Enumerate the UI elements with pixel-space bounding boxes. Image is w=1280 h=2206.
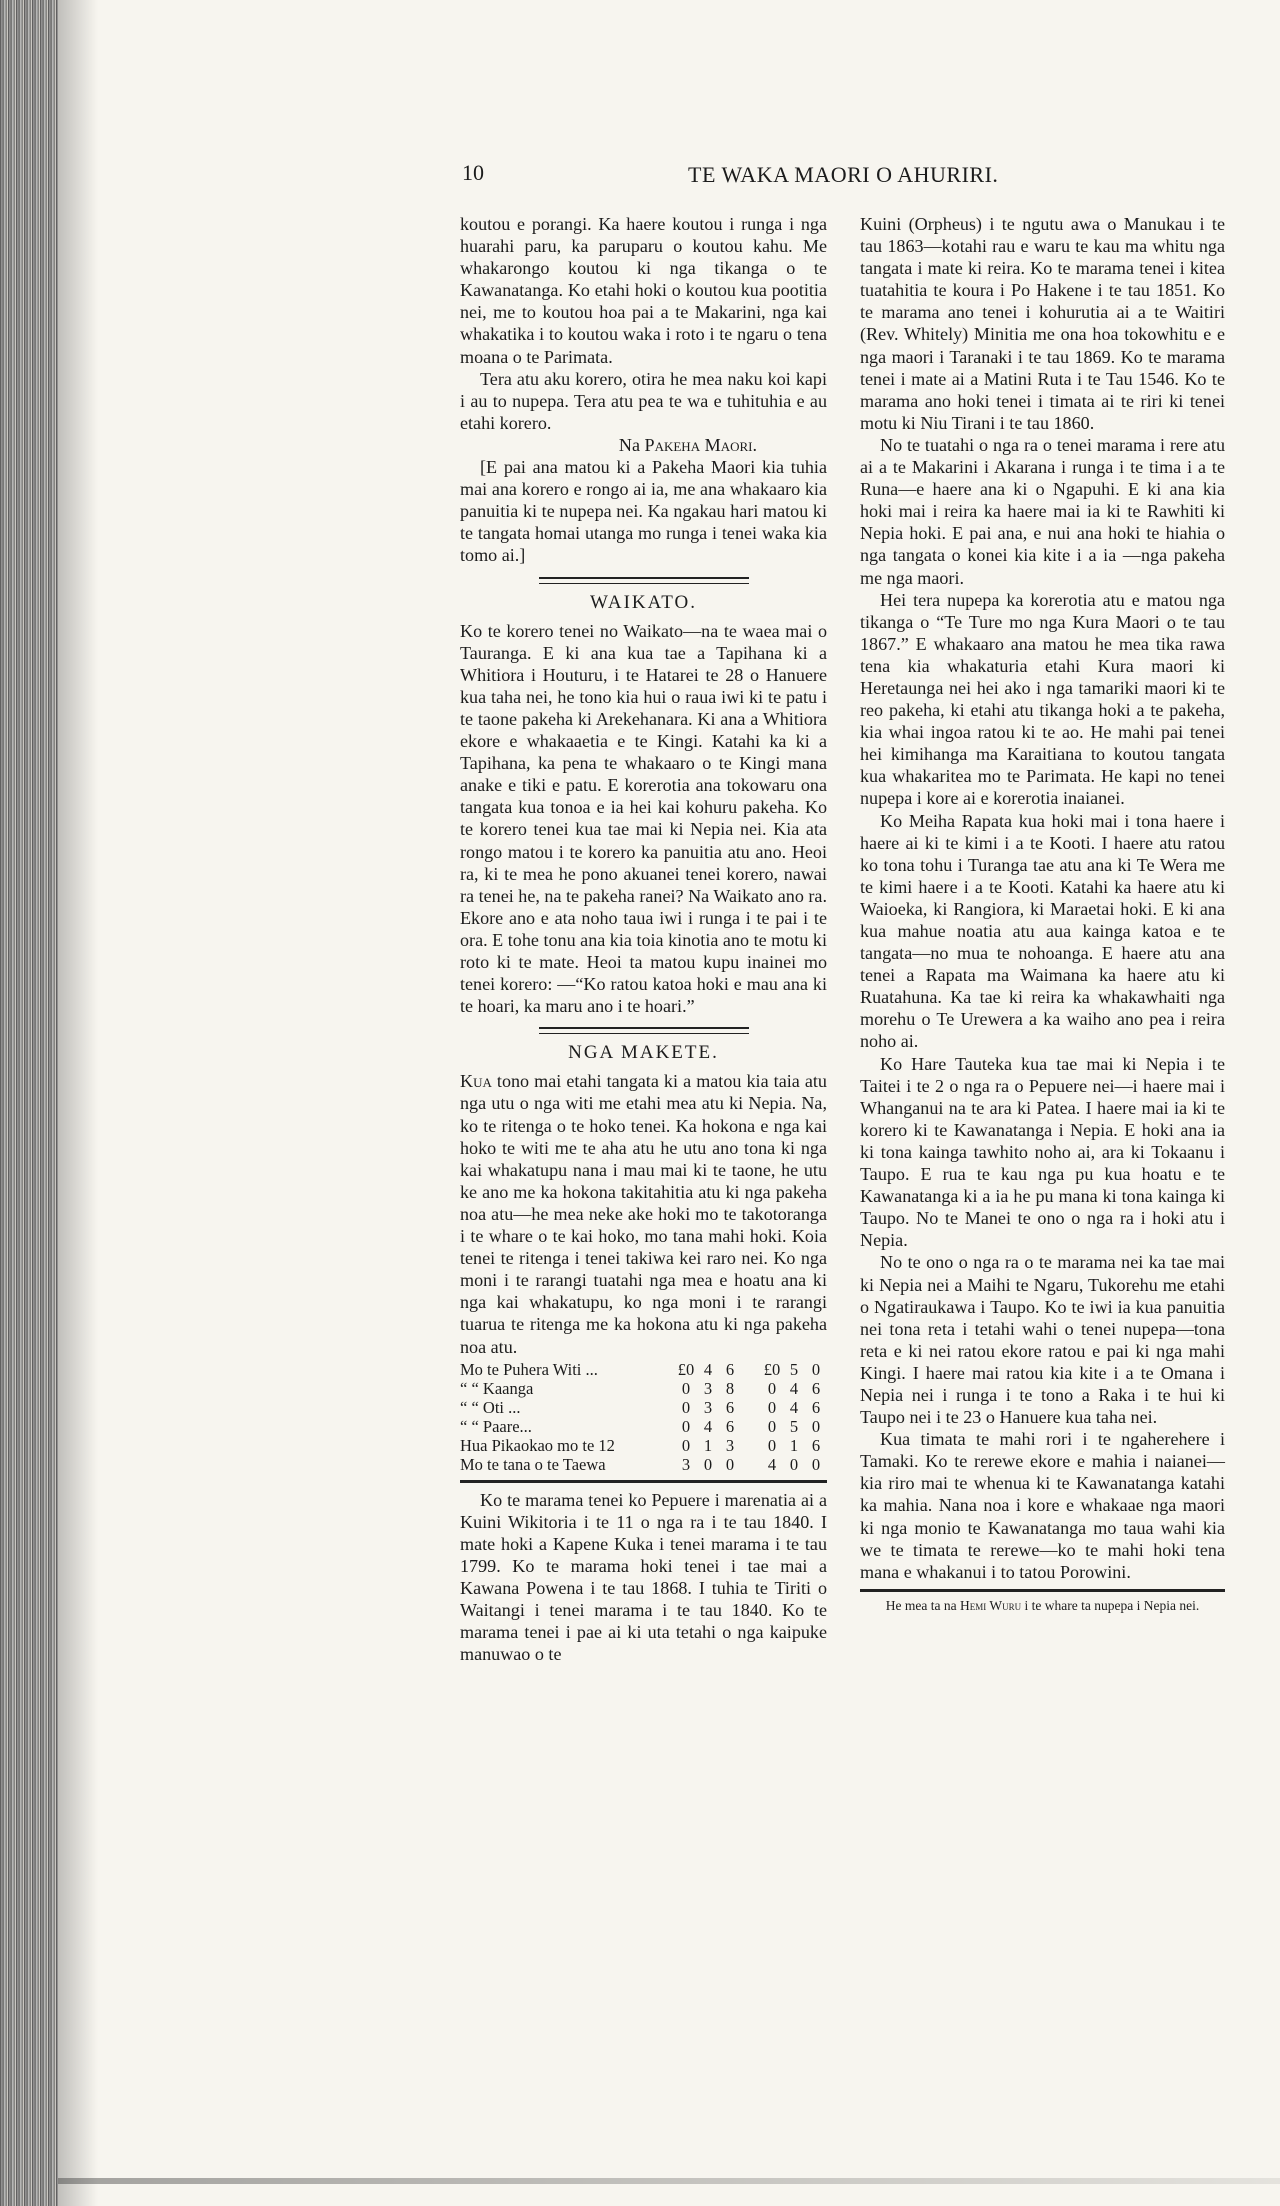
price-value: 6 [811,1397,821,1417]
price-value: 0 [811,1454,821,1474]
waikato-paragraph: Ko te korero tenei no Waikato—na te waea mai o Tauranga. E ki ana kua tae a Tapihana ki a Whitiora i Houturu, i te Hatarei te 28 o Hanuere kua taha nei, he tono kia hui o raua iwi ki te patu i te taone pakeha ki Arekehanara. Ki ana a Whitiora ekore e whakaaetia e te Kingi. Katahi ka ki a Tapihana, ka pena te whakaaro o te Kingi mana anake e tiki e patu. E korerotia ana tokowaru ona tangata kua tonoa e ia hei kai kohuru pakeha. Ko te korero tenei kua tae mai ki Nepia nei. Kia ata rongo matou i te korero ka panuitia atu ano. Heoi ra, ki te mea he pono akuanei tenei korero, nawai ra tenei he, na te pakeha ranei? Na Waikato ano ra. Ekore ano e ata noho taua iwi i runga i te pai i te ora. E tohe tonu ana kia toia kinotia ano te motu ki roto ki te mate. Heoi ta matou kupu inainei mo tenei korero: —“Ko ratou katoa hoki e mau ana ki te hoari, ka maru ano i te hoari.” [460,620,827,1017]
price-value: 6 [811,1435,821,1455]
price-row [460,1417,827,1436]
news-paragraph: Ko Hare Tauteka kua tae mai ki Nepia i te Taitei i te 2 o nga ra o Pepuere nei—i haere mai i Whanganui na te ara ki Patea. I haere mai ia ki te korero ki te Kawanatanga i Nepia. E hoki ana ia ki tona kainga tawhito noho ai, ara ki Tokaanu i Taupo. E rua te kau nga pu kua hoatu e te Kawanatanga ki a ia he pu mana ki tona kainga ki Taupo. No te Manei te ono o nga ra i hoki atu i Nepia. [860,1053,1225,1251]
price-value: 3 [681,1454,691,1474]
price-value: 0 [703,1454,713,1474]
price-row [460,1455,827,1474]
market-paragraph [460,1070,827,1357]
market-heading: NGA MAKETE. [568,1042,719,1064]
price-value: 3 [725,1435,735,1455]
section-divider [460,1480,827,1483]
price-value: 6 [725,1416,735,1436]
price-row [460,1398,827,1417]
binding-edge [0,0,58,2206]
price-value: 4 [789,1397,799,1417]
price-value: 5 [789,1359,799,1379]
imprint-name: Hemi Wuru [960,1597,1022,1613]
price-value: 4 [703,1359,713,1379]
price-value: 0 [681,1435,691,1455]
imprint-text: He mea ta na [885,1597,957,1613]
page-header [462,160,1070,190]
price-value: 0 [681,1416,691,1436]
price-value: 1 [789,1435,799,1455]
price-value: 4 [789,1378,799,1398]
printer-imprint [860,1598,1225,1613]
price-value: 5 [789,1416,799,1436]
letter-signature [460,434,827,456]
imprint-text-2: i te whare ta nupepa i Nepia nei. [1024,1597,1200,1613]
price-item-label: Mo te Puhera Witi ... [460,1359,598,1379]
news-paragraph: Hei tera nupepa ka korerotia atu e matou nga tikanga o “Te Ture mo nga Kura Maori o te tau 1867.” E whakaaro ana matou he mea tika rawa tena kia whakaturia etahi Kura maori ki Heretaunga nei hei ako i nga tamariki maori ki te reo pakeha, ki etahi atu tikanga hoki a te pakeha, kia whai ingoa ratou ki te ao. He mahi pai tenei hei kimihanga ma Karaitiana to koutou tangata kua whakaritea mo te Parimata. He kapi no tenei nupepa i kore ai e korerotia inaianei. [860,589,1225,809]
signature-name: Pakeha Maori. [644,434,757,455]
masthead-title: TE WAKA MAORI O AHURIRI. [688,162,999,187]
price-item-label: Mo te tana o te Taewa [460,1454,606,1474]
market-text: tono mai etahi tangata ki a matou kia taia atu nga utu o nga witi me etahi mea atu ki Nepia. Na, ko te ritenga o te hoko tenei. Ka hokona e nga kai hoko te witi me te aha atu he utu ano tona ki nga kai whakatupu nana i mau mai ki te taone, he utu ke ano me ka hokona takitahitia atu ki nga pakeha noa atu—he mea neke ake hoki mo te takotoranga i te whare o te kai hoko, mo tana mahi hoki. Koia tenei te ritenga i tenei takiwa kei raro nei. Ko nga moni i te rarangi tuatahi nga mea e hoatu ana ki nga kai whakatupu, ko nga moni i te rarangi tuarua te ritenga me ka hokona atu ki nga pakeha noa atu. [460,1071,827,1357]
price-item-label: “ “ Paare... [460,1416,532,1436]
price-value: 0 [681,1397,691,1417]
price-value: 6 [725,1397,735,1417]
price-value: 0 [767,1397,777,1417]
price-value: 0 [767,1435,777,1455]
almanac-paragraph: Ko te marama tenei ko Pepuere i marenatia ai a Kuini Wikitoria i te 11 o nga ra i te tau 1840. I mate hoki a Kapene Kuka i tenei marama i te tau 1799. Ko te marama hoki tenei i tae mai a Kawana Powena i te tau 1868. I tuhia te Tiriti o Waitangi i tenei marama i te tau 1840. Ko te marama tenei i pae ai ki uta tetahi o nga kaipuke manuwao o te [460,1489,827,1665]
section-divider [539,577,749,584]
price-value: 0 [681,1378,691,1398]
price-gap [741,1360,761,1379]
price-value: 4 [767,1454,777,1474]
price-value: £0 [677,1359,695,1379]
section-divider [860,1589,1225,1592]
price-row [460,1360,827,1379]
price-value: 6 [725,1359,735,1379]
section-divider [539,1027,749,1034]
price-row [460,1436,827,1455]
price-item-label: Hua Pikaokao mo te 12 [460,1435,615,1455]
news-paragraph: Ko Meiha Rapata kua hoki mai i tona haere i haere ai ki te kimi i a te Kooti. I haere atu ratou ko tona tohu i Turanga tae atu ana ki Te Wera me te kimi haere i a te Kooti. Katahi ka haere atu ki Waioeka, ki Rangiora, ki Maraetai hoki. E ki ana kua mahue noatia atu aua kainga katoa e te tangata—no mua te nohoanga. E haere atu ana tenei a Rapata ma Waimana ka haere atu ki Ruatahuna. Ka tae ki reira ka whakawhaiti nga morehu o Te Urewera a ka waiho ano pea i reira noho ai. [860,810,1225,1052]
price-value: 0 [725,1454,735,1474]
price-table [460,1360,827,1474]
price-value: 0 [767,1416,777,1436]
price-value: 1 [703,1435,713,1455]
right-column [860,213,1225,1613]
letter-paragraph: koutou e porangi. Ka haere koutou i runga i nga huarahi paru, ka paruparu o koutou kahu. Me whakarongo koutou ki nga tikanga o te Kawanatanga. Ko etahi hoki o koutou kua pootitia nei, me to koutou hoa pai a te Makarini, nga kai whakatika i to koutou waka i roto i te ngaru o tena moana o te Parimata. [460,214,827,367]
price-row [460,1379,827,1398]
price-gap [741,1455,761,1474]
news-paragraph: Kua timata te mahi rori i te ngaherehere i Tamaki. Ko te rerewe ekore e mahia i naianei—kia riro mai te whenua ki te Kawanatanga katahi ka mahia. Nana noa i kore e whakaae nga maori ki nga monio te Kawanatanga mo taua wahi kia we te timata te rerewe—ko te mahi hoki tena mana e whakanui i to tatou Porowini. [860,1429,1225,1582]
price-value: 8 [725,1378,735,1398]
news-paragraph: No te tuatahi o nga ra o tenei marama i rere atu ai a te Makarini i Akarana i runga i te tima i a te Runa—e haere ana ki o Ngapuhi. E ki ana kia hoki mai i reira ka haere mai ia ki te Rawhiti ki Nepia hoki. E pai ana, e nui ana hoki te hiahia o nga tangata o konei kia kite i a ia —nga pakeha me nga maori. [860,434,1225,588]
letter-paragraph: Tera atu aku korero, otira he mea naku koi kapi i au to nupepa. Tera atu pea te wa e tuhituhia e au etahi korero. [460,368,827,433]
editor-note: [E pai ana matou ki a Pakeha Maori kia tuhia mai ana korero e rongo ai ia, me ana whakaaro kia panuitia ki te nupepa nei. Ka ngakau hari matou ki te tangata homai utanga mo runga i tenei waka kia tomo ai.] [460,457,827,566]
signature-prefix: Na [618,434,640,455]
waikato-heading: WAIKATO. [590,591,697,613]
news-paragraph: No te ono o nga ra o te marama nei ka tae mai ki Nepia nei a Maihi te Ngaru, Tukorehu me etahi o Ngatiraukawa i Taupo. Ko te iwi ia kua panuitia nei tona reta i tetahi wahi o tenei nupepa—tona reta e ki nei ratou ekore ratou e pai ki nga mahi Kingi. I haere mai ratou kia kite i a te Omana i Nepia nei i runga i te tono a Raka i te hui ki Taupo nei i te 23 o Hanuere kua taha nei. [860,1252,1225,1428]
price-value: 6 [811,1378,821,1398]
price-value: £0 [763,1359,781,1379]
price-value: 3 [703,1378,713,1398]
price-gap [741,1398,761,1417]
price-gap [741,1436,761,1455]
almanac-continuation: Kuini (Orpheus) i te ngutu awa o Manukau i te tau 1863—kotahi rau e waru te kau ma whitu nga tangata i mate ki reira. Ko te marama tenei i kitea tuatahitia te koura i Po Hakene i te tau 1851. Ko te marama ano tenei i kohurutia ai a te Waitiri (Rev. Whitely) Minitia me ona hoa tokowhitu e e nga maori i Taranaki i te tau 1869. Ko te marama tenei i mate ai a Matini Ruta i te Tau 1546. Ko te marama ano hoki tenei i timata ai te riri ki tenei motu ki Niu Tirani i te tau 1860. [860,214,1225,433]
left-column [460,213,827,1665]
price-value: 0 [789,1454,799,1474]
price-gap [741,1417,761,1436]
price-value: 0 [811,1416,821,1436]
price-item-label: “ “ Kaanga [460,1378,534,1398]
bottom-smudge [58,2178,1280,2184]
market-lead-word: Kua [460,1071,492,1092]
page-number: 10 [462,160,484,185]
binding-shadow [58,0,98,2206]
price-value: 4 [703,1416,713,1436]
price-item-label: “ “ Oti ... [460,1397,521,1417]
price-value: 3 [703,1397,713,1417]
price-gap [741,1379,761,1398]
price-value: 0 [767,1378,777,1398]
price-value: 0 [811,1359,821,1379]
